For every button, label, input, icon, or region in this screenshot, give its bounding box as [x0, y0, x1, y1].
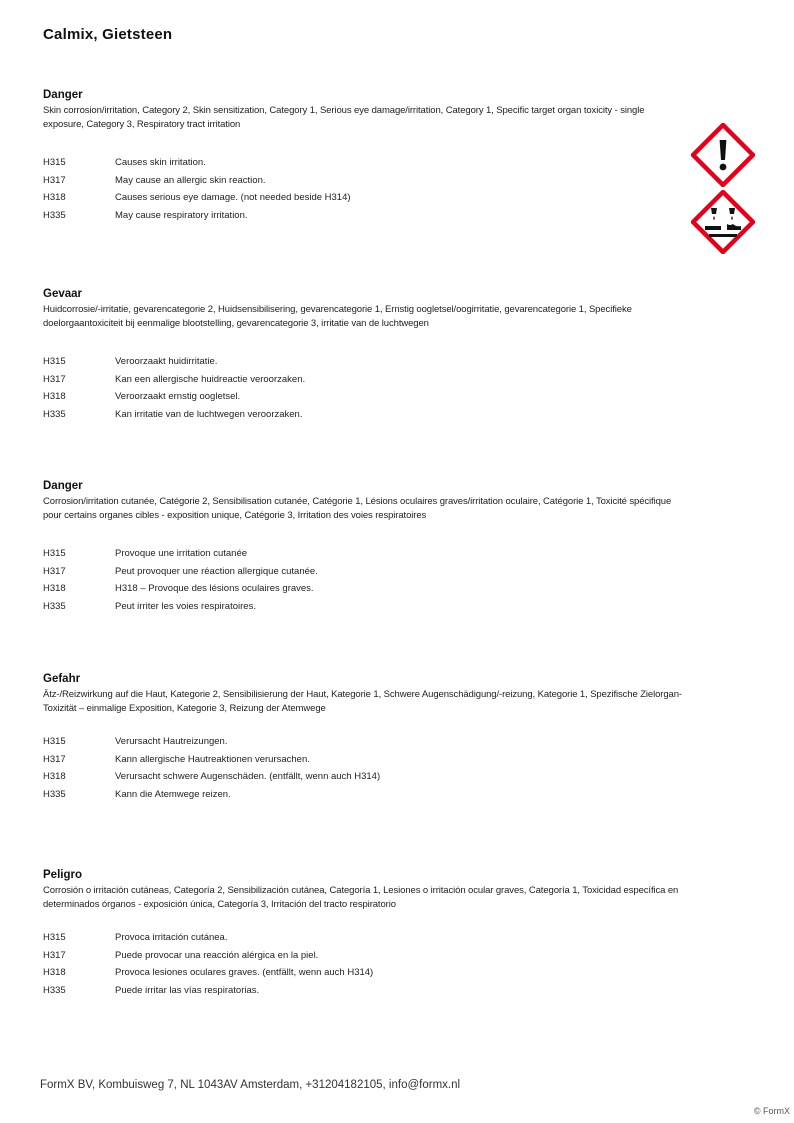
hazard-code: H335	[43, 209, 66, 221]
hazard-text: Puede irritar las vías respiratorias.	[115, 984, 260, 996]
hazard-code: H318	[43, 967, 66, 978]
hazard-statement	[43, 189, 683, 207]
hazard-section-french	[43, 480, 683, 615]
hazard-code: H315	[43, 157, 66, 168]
ghs-pictograms	[691, 123, 755, 257]
footer-address: FormX BV, Kombuisweg 7, NL 1043AV Amsterdam, +31204182105, info@formx.nl	[40, 1079, 461, 1091]
hazard-text: Veroorzaakt huidirritatie.	[115, 356, 218, 367]
hazard-statement	[43, 207, 683, 225]
hazard-statement	[43, 982, 683, 1000]
hazard-statement	[43, 947, 683, 965]
hazard-statement	[43, 751, 683, 769]
hazard-text: May cause respiratory irritation.	[115, 209, 248, 221]
signal-word: Danger	[43, 480, 83, 492]
hazard-text: Veroorzaakt ernstig oogletsel.	[115, 391, 241, 402]
hazard-code: H315	[43, 736, 66, 747]
hazard-text: H318 – Provoque des lésions oculaires graves.	[115, 583, 314, 594]
classification-text: Huidcorrosie/-irritatie, gevarencategorie 2, Huidsensibilisering, gevarencategorie 1, Ernstig oogletsel/oogirritatie, gevarencategorie 1, Specifieke doelorgaantoxiciteit bij eenmalige blootstelling, gevarencategorie 3, irritatie van de luchtwegen	[43, 304, 632, 329]
hazard-text: Causes skin irritation.	[115, 157, 206, 168]
hazard-text: Verursacht schwere Augenschäden. (entfällt, wenn auch H314)	[115, 771, 381, 782]
hazard-text: Causes serious eye damage. (not needed beside H314)	[115, 192, 351, 203]
hazard-code: H317	[43, 373, 66, 385]
hazard-section-spanish	[43, 869, 683, 999]
hazard-statement	[43, 768, 683, 786]
hazard-code: H317	[43, 949, 66, 961]
hazard-statement	[43, 733, 683, 751]
hazard-statement	[43, 371, 683, 389]
hazard-text: Kan irritatie van de luchtwegen veroorzaken.	[115, 408, 303, 420]
hazard-statement-list	[43, 929, 683, 999]
hazard-code: H335	[43, 408, 66, 420]
hazard-code: H318	[43, 583, 66, 594]
hazard-statement	[43, 929, 683, 947]
hazard-statement	[43, 563, 683, 581]
hazard-code: H317	[43, 174, 66, 186]
hazard-statement	[43, 353, 683, 371]
hazard-code: H318	[43, 771, 66, 782]
hazard-code: H318	[43, 192, 66, 203]
hazard-statement	[43, 172, 683, 190]
classification-text: Ätz-/Reizwirkung auf die Haut, Kategorie 2, Sensibilisierung der Haut, Kategorie 1, Schwere Augenschädigung/-reizung, Kategorie 1, Spezifische Zielorgan-Toxizität – einmalige Exposition, Kategorie 3, Reizung der Atemwege	[43, 689, 682, 714]
hazard-code: H315	[43, 356, 66, 367]
hazard-text: May cause an allergic skin reaction.	[115, 174, 266, 186]
hazard-section-english	[43, 89, 683, 224]
hazard-text: Verursacht Hautreizungen.	[115, 736, 228, 747]
hazard-statement	[43, 786, 683, 804]
signal-word: Danger	[43, 89, 83, 101]
classification-text: Skin corrosion/irritation, Category 2, Skin sensitization, Category 1, Serious eye damage/irritation, Category 1, Specific target organ toxicity - single exposure, Category 3, Respiratory tract irritation	[43, 105, 645, 130]
hazard-code: H318	[43, 391, 66, 402]
hazard-statement	[43, 598, 683, 616]
exclamation-mark-pictogram-icon	[691, 123, 755, 187]
copyright-notice: © FormX	[753, 1106, 790, 1116]
hazard-statement-list	[43, 353, 683, 423]
hazard-text: Provoque une irritation cutanée	[115, 548, 248, 559]
hazard-text: Provoca irritación cutánea.	[115, 932, 228, 943]
signal-word: Gevaar	[43, 288, 83, 300]
hazard-section-dutch	[43, 288, 683, 423]
hazard-code: H335	[43, 984, 66, 996]
hazard-statement	[43, 580, 683, 598]
hazard-section-german	[43, 673, 683, 803]
corrosion-pictogram-icon	[691, 190, 755, 254]
hazard-text: Puede provocar una reacción alérgica en la piel.	[115, 949, 319, 961]
hazard-text: Kan een allergische huidreactie veroorzaken.	[115, 373, 306, 385]
hazard-code: H317	[43, 565, 66, 577]
hazard-statement	[43, 154, 683, 172]
hazard-code: H317	[43, 753, 66, 765]
hazard-text: Kann die Atemwege reizen.	[115, 788, 231, 800]
hazard-code: H315	[43, 548, 66, 559]
hazard-code: H315	[43, 932, 66, 943]
hazard-code: H335	[43, 788, 66, 800]
hazard-statement	[43, 406, 683, 424]
hazard-statement	[43, 964, 683, 982]
hazard-statement-list	[43, 154, 683, 224]
signal-word: Gefahr	[43, 673, 81, 685]
signal-word: Peligro	[43, 869, 82, 881]
hazard-text: Provoca lesiones oculares graves. (entfällt, wenn auch H314)	[115, 967, 374, 978]
page-title: Calmix, Gietsteen	[43, 26, 173, 43]
hazard-statement	[43, 388, 683, 406]
classification-text: Corrosión o irritación cutáneas, Categoría 2, Sensibilización cutánea, Categoría 1, Lesiones o irritación ocular graves, Categoría 1, Toxicidad específica en determinados órganos - exposición única, Categoría 3, Irritación del tracto respiratorio	[43, 885, 679, 910]
hazard-code: H335	[43, 600, 66, 612]
hazard-statement-list	[43, 733, 683, 803]
hazard-text: Kann allergische Hautreaktionen verursachen.	[115, 753, 310, 765]
hazard-statement-list	[43, 545, 683, 615]
hazard-statement	[43, 545, 683, 563]
classification-text: Corrosion/irritation cutanée, Catégorie 2, Sensibilisation cutanée, Catégorie 1, Lésions oculaires graves/irritation oculaire, Catégorie 1, Toxicité spécifique pour certains organes cibles - exposition unique, Catégorie 3, Irritation des voies respiratoires	[43, 496, 672, 521]
hazard-text: Peut provoquer une réaction allergique cutanée.	[115, 565, 318, 577]
hazard-text: Peut irriter les voies respiratoires.	[115, 600, 256, 612]
